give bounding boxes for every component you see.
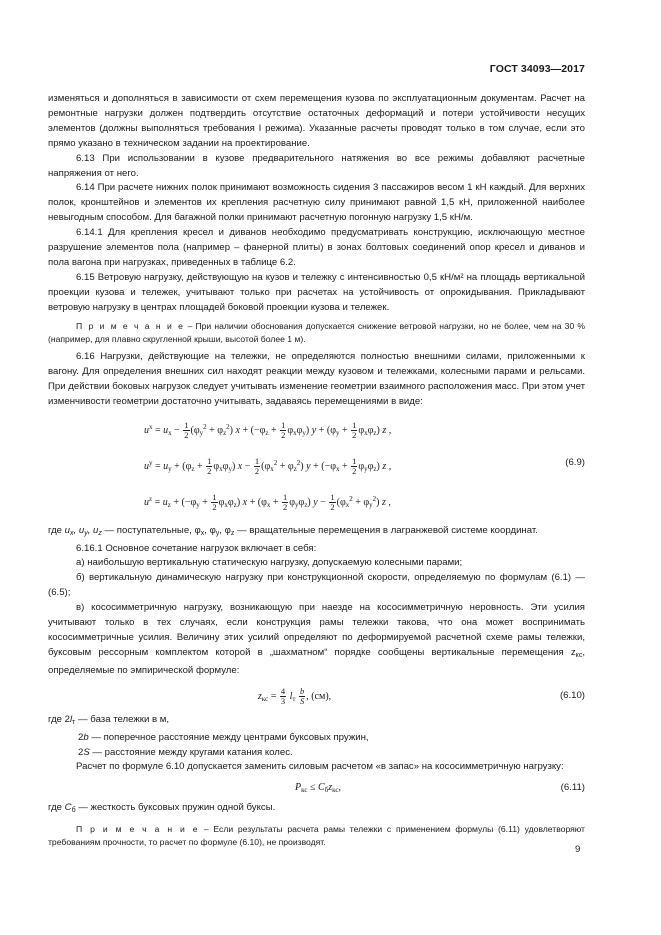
paragraph-calc: Расчет по формуле 6.10 допускается заменить силовым расчетом «в запас» на кососимметричную нагрузку: (76, 761, 564, 773)
definition-text: — поперечное расстояние между центрами буксовых пружин, (88, 731, 369, 743)
where-text: — поступательные, (101, 524, 195, 536)
definition-text: — жесткость буксовых пружин одной буксы. (75, 802, 276, 814)
unit: (см), (311, 690, 332, 702)
page-body (48, 92, 585, 854)
formula-6-9-line-x: $u^x = u_x$ − $\frac{1}{2}$ $(\varphi_y^2 + \varphi_z^2) x + (-\varphi_z$ + $\frac{1}{2}$ $\varphi_x\varphi_y$) $y + (\varphi_y$ + $\frac{1}{2}$ $\varphi_x\varphi_z$) z , (144, 419, 392, 440)
formula-6-9-line-z: $u^z = u_z + (-\varphi_y$ + $\frac{1}{2}$ $\varphi_x\varphi_z$) $x + (\varphi_x$ + $\frac{1}{2}$ $\varphi_y\varphi_z$) y − $\frac{1}{2}$ $(\varphi_x^2 + \varphi_y^2)$ z , (144, 491, 391, 512)
paragraph-6-14-1: 6.14.1 Для крепления кресел и диванов необходимо предусматривать конструкцию, исключающую местное разрушение элементов пола (например – фанерной плиты) в зонах болтовых соединений опор кресел и диванов и пола вагона при нагрузках, приведенных в таблице 6.2. (48, 227, 585, 268)
subscript: кс (575, 651, 583, 659)
equation-number: (6.10) (559, 689, 585, 701)
list-item-text: в) кососимметричную нагрузку, возникающую при наезде на кососимметричную неровность. Эти усилия учитывают только в тех случаях, если конструкция рамы тележки такова, что она может воспринимать кососимметричные усилия. Величину этих усилий определяют по деформируемой расчетной схеме рамы тележки, буксовым рессорным комплектом которой в „шахматном“ порядке сообщены вертикальные перемещения z (48, 602, 585, 658)
paragraph-6-14: 6.14 При расчете нижних полок принимают возможность сидения 3 пассажиров весом 1 кН каждый. Для верхних полок, кронштейнов и элементов их крепления расчетную силу принимают равной 1,5 кН, приложенной наиболее невыгодным способом. Для багажной полки принимают расчетную погонную нагрузку 1,5 кН/м. (48, 182, 585, 224)
paragraph-6-13: 6.13 При использовании в кузове предварительного натяжения во все режимы добавляют расчетные напряжения от него. (48, 152, 585, 179)
note-label: П р и м е ч а н и е (76, 320, 185, 331)
definition: где $C_б$ — жесткость буксовых пружин одной буксы. (48, 802, 276, 815)
where-word: где (48, 524, 65, 536)
note-label: П р и м е ч а н и е (76, 824, 200, 835)
equation-number: (6.11) (560, 782, 585, 794)
document-code: ГОСТ 34093—2017 (489, 63, 585, 75)
paragraph-6-16-1: 6.16.1 Основное сочетание нагрузок включает в себя: (76, 542, 317, 554)
note-1 (48, 320, 585, 346)
list-item-b: б) вертикальную динамическую нагрузку при конструкционной скорости, определяемую по формулам (6.1) — (6.5); (48, 572, 585, 599)
page-number: 9 (575, 844, 581, 855)
definition-text: — расстояние между кругами катания колес. (89, 746, 293, 758)
note-text: – При наличии обоснования допускается снижение ветровой нагрузки, но не более, чем на 30 % (например, для плавно скругленной крыши, высотой более 1 м). (48, 320, 585, 344)
definition: где $2l_т$ — база тележки в м, (48, 713, 169, 726)
formula-6-9 (48, 416, 585, 524)
definition: 2S — расстояние между кругами катания колес. (78, 746, 293, 758)
paragraph-6-15: 6.15 Ветровую нагрузку, действующую на кузов и тележку с интенсивностью 0,5 кН/м² на площадь вертикальной проекции кузова и тележек, учитывают только при расчетах на устойчивость от опрокидывания. Прикладывают ветровую нагрузку в центрах площадей боковой проекции кузова и тележек. (48, 271, 585, 313)
formula-6-11: $P_{кс} \le C_бz_{кс}$, (6.11) (295, 782, 585, 795)
equation-number: (6.9) (565, 456, 585, 468)
note-2 (48, 823, 585, 849)
formula-6-9-line-y: $u^y = u_y + (\varphi_z$ + $\frac{1}{2}$ $\varphi_x\varphi_y$) x − $\frac{1}{2}$ $(\varphi_x^2 + \varphi_z^2) y + (-\varphi_x$ + $\frac{1}{2}$ $\varphi_y\varphi_z$) z , (6.9) (144, 455, 585, 476)
where-clause-6-9: где $u_x$, $u_y$, $u_z$ — поступательные, $\varphi_x$, $\varphi_y$, $\varphi_z$ — вращательные перемещения в лагранжевой системе координат. (48, 524, 538, 537)
formula-6-10: $z_{кс}$ = $\frac{4}{3}$ $l_т$ $\frac{b}{S}$ , (см), (6.10) (258, 685, 585, 706)
paragraph: изменяться и дополняться в зависимости от схем перемещения кузова по эксплуатационным документам. Расчет на ремонтные нагрузки должен подтвердить отсутствие остаточных деформаций и потери устойчивости несущих элементов (должны выполняться требования I режима). Указанные расчеты проводят только в том случае, если это прямо указано в техническом задании на проектирование. (48, 93, 585, 149)
list-item-v (48, 601, 585, 679)
definition: 2b — поперечное расстояние между центрами буксовых пружин, (78, 731, 369, 743)
list-item-text: , определяемые по эмпирической формуле: (48, 646, 585, 676)
paragraph-6-16: 6.16 Нагрузки, действующие на тележки, не определяются полностью внешними силами, приложенными к вагону. Для определения внешних сил находят реакции между кузовом и тележками, колесными парами и рельсами. При действии боковых нагрузок следует учитывать изменение геометрии взаимного расположения масс. При этом учет изменчивости геометрии достаточно учитывать, задаваясь перемещениями в виде: (48, 351, 585, 407)
note-text: – Если результаты расчета рамы тележки с применением формулы (6.11) удовлетворяют требованиям прочности, то расчет по формуле (6.10), не производят. (48, 824, 585, 848)
where-text: — вращательные перемещения в лагранжевой системе координат. (234, 524, 538, 536)
definition-text: — база тележки в м, (75, 713, 169, 725)
list-item-a: а) наибольшую вертикальную статическую нагрузку, допускаемую колесными парами; (76, 557, 463, 569)
